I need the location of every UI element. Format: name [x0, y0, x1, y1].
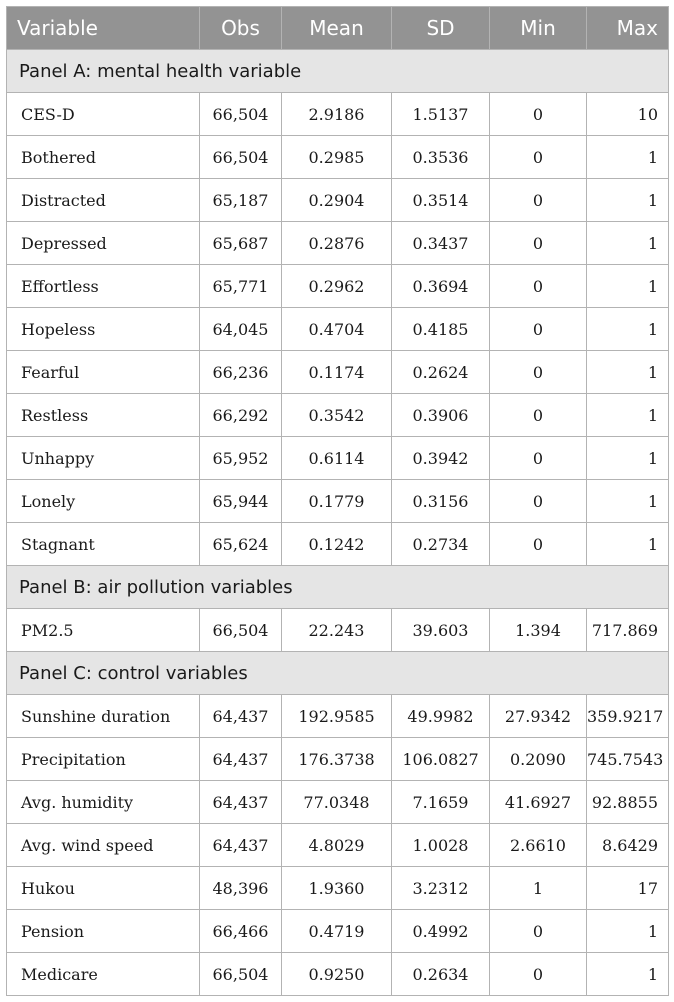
cell-obs: 65,944	[200, 480, 282, 523]
cell-mean: 0.4704	[282, 308, 392, 351]
panel-header-row	[7, 652, 669, 695]
cell-variable: Medicare	[7, 953, 200, 996]
cell-max: 1	[587, 437, 669, 480]
header-variable: Variable	[7, 7, 200, 50]
cell-variable: Distracted	[7, 179, 200, 222]
cell-variable: CES-D	[7, 93, 200, 136]
table-row	[7, 265, 669, 308]
descriptive-statistics-table	[6, 6, 669, 996]
cell-min: 0	[490, 953, 587, 996]
cell-variable: Hopeless	[7, 308, 200, 351]
cell-variable: Hukou	[7, 867, 200, 910]
cell-mean: 0.9250	[282, 953, 392, 996]
cell-max: 1	[587, 222, 669, 265]
cell-sd: 1.5137	[392, 93, 490, 136]
cell-variable: PM2.5	[7, 609, 200, 652]
cell-obs: 65,687	[200, 222, 282, 265]
cell-obs: 66,504	[200, 609, 282, 652]
cell-max: 1	[587, 394, 669, 437]
cell-sd: 0.4185	[392, 308, 490, 351]
cell-mean: 1.9360	[282, 867, 392, 910]
panel-title: Panel B: air pollution variables	[7, 566, 669, 609]
cell-min: 0	[490, 394, 587, 437]
header-mean: Mean	[282, 7, 392, 50]
cell-variable: Avg. wind speed	[7, 824, 200, 867]
table-row	[7, 738, 669, 781]
cell-mean: 0.1174	[282, 351, 392, 394]
cell-mean: 0.6114	[282, 437, 392, 480]
cell-min: 27.9342	[490, 695, 587, 738]
cell-max: 1	[587, 265, 669, 308]
cell-sd: 0.3694	[392, 265, 490, 308]
table-row	[7, 437, 669, 480]
cell-obs: 66,236	[200, 351, 282, 394]
table-row	[7, 222, 669, 265]
cell-sd: 0.2624	[392, 351, 490, 394]
header-obs: Obs	[200, 7, 282, 50]
cell-sd: 39.603	[392, 609, 490, 652]
cell-min: 41.6927	[490, 781, 587, 824]
cell-obs: 66,504	[200, 93, 282, 136]
cell-variable: Fearful	[7, 351, 200, 394]
cell-variable: Stagnant	[7, 523, 200, 566]
table-row	[7, 179, 669, 222]
cell-sd: 0.3906	[392, 394, 490, 437]
table-body	[7, 50, 669, 996]
cell-sd: 0.3536	[392, 136, 490, 179]
header-row	[7, 7, 669, 50]
cell-max: 1	[587, 308, 669, 351]
cell-sd: 0.2734	[392, 523, 490, 566]
cell-variable: Restless	[7, 394, 200, 437]
cell-obs: 65,952	[200, 437, 282, 480]
cell-sd: 0.3514	[392, 179, 490, 222]
cell-variable: Precipitation	[7, 738, 200, 781]
cell-min: 0	[490, 179, 587, 222]
cell-max: 1	[587, 910, 669, 953]
cell-mean: 0.2904	[282, 179, 392, 222]
cell-min: 0	[490, 308, 587, 351]
cell-max: 17	[587, 867, 669, 910]
table-row	[7, 136, 669, 179]
header-min: Min	[490, 7, 587, 50]
cell-obs: 65,771	[200, 265, 282, 308]
panel-header-row	[7, 50, 669, 93]
panel-title: Panel C: control variables	[7, 652, 669, 695]
cell-variable: Avg. humidity	[7, 781, 200, 824]
header-max: Max	[587, 7, 669, 50]
cell-mean: 0.2985	[282, 136, 392, 179]
cell-min: 0	[490, 136, 587, 179]
cell-max: 1	[587, 179, 669, 222]
table-row	[7, 480, 669, 523]
cell-min: 0	[490, 910, 587, 953]
table-row	[7, 781, 669, 824]
cell-mean: 0.1779	[282, 480, 392, 523]
cell-mean: 0.4719	[282, 910, 392, 953]
cell-sd: 0.3156	[392, 480, 490, 523]
cell-mean: 0.1242	[282, 523, 392, 566]
cell-mean: 0.2962	[282, 265, 392, 308]
table-row	[7, 308, 669, 351]
table-row	[7, 867, 669, 910]
cell-mean: 4.8029	[282, 824, 392, 867]
cell-obs: 66,504	[200, 136, 282, 179]
cell-min: 0	[490, 222, 587, 265]
table-row	[7, 93, 669, 136]
cell-min: 2.6610	[490, 824, 587, 867]
cell-sd: 3.2312	[392, 867, 490, 910]
cell-sd: 106.0827	[392, 738, 490, 781]
cell-max: 745.7543	[587, 738, 669, 781]
cell-variable: Effortless	[7, 265, 200, 308]
cell-max: 8.6429	[587, 824, 669, 867]
cell-obs: 64,045	[200, 308, 282, 351]
cell-obs: 64,437	[200, 824, 282, 867]
table-row	[7, 351, 669, 394]
cell-obs: 65,624	[200, 523, 282, 566]
cell-obs: 64,437	[200, 738, 282, 781]
table-row	[7, 523, 669, 566]
cell-min: 0	[490, 265, 587, 308]
cell-sd: 7.1659	[392, 781, 490, 824]
cell-max: 92.8855	[587, 781, 669, 824]
panel-title: Panel A: mental health variable	[7, 50, 669, 93]
table-row	[7, 695, 669, 738]
cell-max: 10	[587, 93, 669, 136]
cell-mean: 176.3738	[282, 738, 392, 781]
cell-max: 1	[587, 953, 669, 996]
table-row	[7, 394, 669, 437]
cell-sd: 0.3942	[392, 437, 490, 480]
cell-obs: 66,504	[200, 953, 282, 996]
cell-sd: 49.9982	[392, 695, 490, 738]
table-row	[7, 953, 669, 996]
cell-variable: Depressed	[7, 222, 200, 265]
cell-obs: 64,437	[200, 695, 282, 738]
cell-min: 0	[490, 437, 587, 480]
table-row	[7, 824, 669, 867]
cell-min: 0	[490, 523, 587, 566]
cell-max: 1	[587, 480, 669, 523]
cell-variable: Sunshine duration	[7, 695, 200, 738]
cell-mean: 0.2876	[282, 222, 392, 265]
cell-min: 0	[490, 351, 587, 394]
cell-obs: 65,187	[200, 179, 282, 222]
cell-variable: Unhappy	[7, 437, 200, 480]
cell-obs: 66,466	[200, 910, 282, 953]
cell-sd: 1.0028	[392, 824, 490, 867]
cell-variable: Bothered	[7, 136, 200, 179]
cell-obs: 64,437	[200, 781, 282, 824]
cell-min: 1.394	[490, 609, 587, 652]
table-row	[7, 609, 669, 652]
cell-variable: Lonely	[7, 480, 200, 523]
cell-obs: 48,396	[200, 867, 282, 910]
cell-min: 0	[490, 93, 587, 136]
header-sd: SD	[392, 7, 490, 50]
cell-obs: 66,292	[200, 394, 282, 437]
cell-mean: 192.9585	[282, 695, 392, 738]
cell-sd: 0.3437	[392, 222, 490, 265]
cell-min: 1	[490, 867, 587, 910]
cell-min: 0.2090	[490, 738, 587, 781]
cell-max: 1	[587, 351, 669, 394]
table-header	[7, 7, 669, 50]
cell-sd: 0.2634	[392, 953, 490, 996]
cell-sd: 0.4992	[392, 910, 490, 953]
cell-variable: Pension	[7, 910, 200, 953]
cell-min: 0	[490, 480, 587, 523]
cell-mean: 22.243	[282, 609, 392, 652]
cell-mean: 0.3542	[282, 394, 392, 437]
cell-max: 717.869	[587, 609, 669, 652]
cell-max: 1	[587, 523, 669, 566]
cell-mean: 77.0348	[282, 781, 392, 824]
panel-header-row	[7, 566, 669, 609]
table-row	[7, 910, 669, 953]
cell-mean: 2.9186	[282, 93, 392, 136]
cell-max: 359.9217	[587, 695, 669, 738]
cell-max: 1	[587, 136, 669, 179]
